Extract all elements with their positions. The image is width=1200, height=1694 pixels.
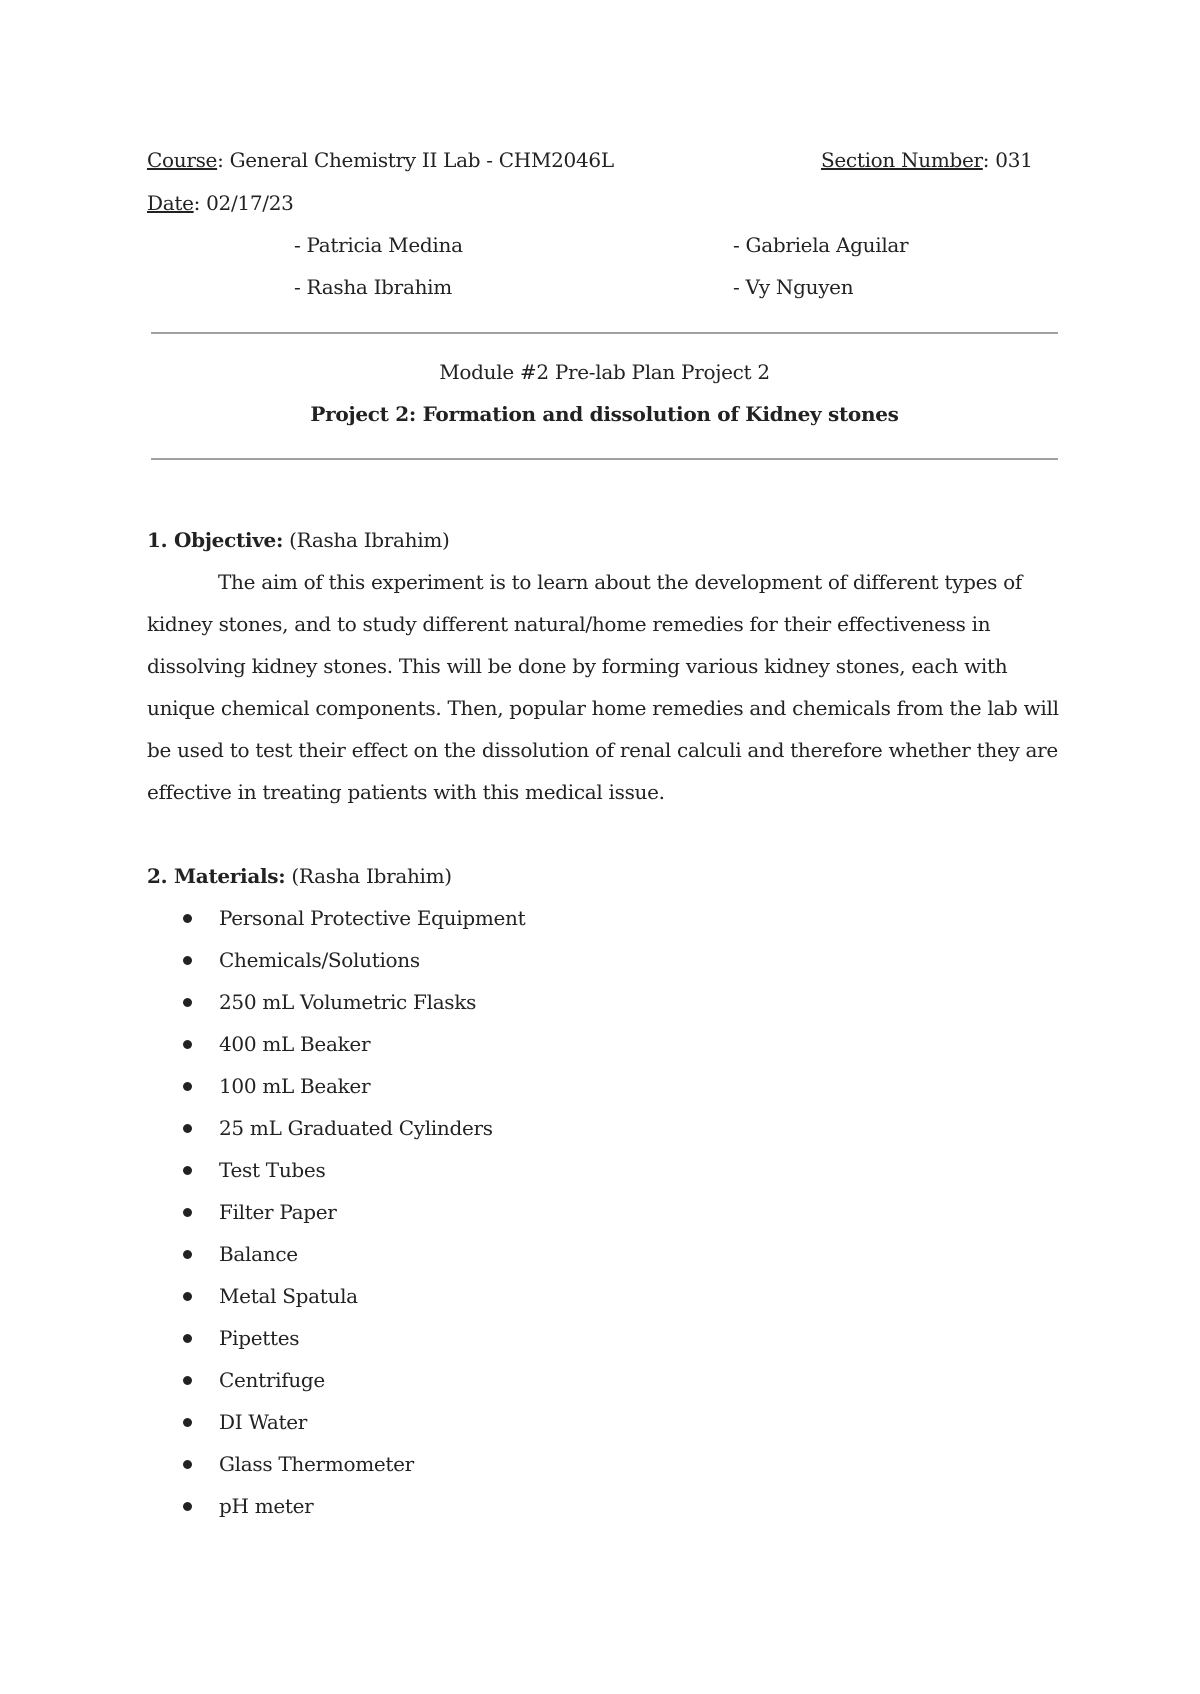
objective-paragraph-line: The aim of this experiment is to learn about the development of different types of [218,570,1022,594]
bullet-icon [183,1124,192,1133]
date-line [147,191,294,215]
bullet-icon [183,956,192,965]
bullet-icon [183,1082,192,1091]
bullet-icon [183,1334,192,1343]
date-label: Date [147,191,194,215]
course-line [147,148,614,172]
objective-paragraph-line: kidney stones, and to study different natural/home remedies for their effectiveness in [147,612,991,636]
member-name: - Gabriela Aguilar [733,233,909,257]
course-value: : General Chemistry II Lab - CHM2046L [217,148,614,172]
objective-heading: 1. Objective: [147,528,284,552]
objective-paragraph-line: be used to test their effect on the dissolution of renal calculi and therefore whether they are [147,738,1058,762]
course-label: Course [147,148,218,172]
module-title: Module #2 Pre-lab Plan Project 2 [439,360,770,384]
bottom-divider [151,458,1058,460]
top-divider [151,332,1058,334]
bullet-icon [183,998,192,1007]
objective-heading-line [147,528,450,552]
list-item-text: Glass Thermometer [219,1452,414,1476]
bullet-icon [183,1040,192,1049]
bullet-icon [183,1418,192,1427]
member-name: - Rasha Ibrahim [294,275,452,299]
materials-heading-line [147,864,452,888]
list-item-text: Test Tubes [219,1158,326,1182]
bullet-icon [183,1292,192,1301]
list-item-text: Balance [219,1242,298,1266]
section-line [821,148,1033,172]
materials-author: (Rasha Ibrahim) [285,864,452,888]
date-value: : 02/17/23 [193,191,294,215]
bullet-icon [183,1250,192,1259]
bullet-icon [183,1166,192,1175]
section-value: : 031 [982,148,1033,172]
bullet-icon [183,1376,192,1385]
materials-heading: 2. Materials: [147,864,286,888]
objective-paragraph-line: effective in treating patients with this medical issue. [147,780,665,804]
list-item-text: Chemicals/Solutions [219,948,420,972]
objective-paragraph-line: dissolving kidney stones. This will be done by forming various kidney stones, each with [147,654,1008,678]
bullet-icon [183,1460,192,1469]
list-item-text: pH meter [219,1494,314,1518]
list-item-text: 25 mL Graduated Cylinders [219,1116,493,1140]
objective-author: (Rasha Ibrahim) [283,528,450,552]
project-title: Project 2: Formation and dissolution of Kidney stones [310,402,899,426]
list-item-text: DI Water [219,1410,308,1434]
list-item-text: Metal Spatula [219,1284,358,1308]
bullet-icon [183,1208,192,1217]
list-item-text: Filter Paper [219,1200,337,1224]
bullet-icon [183,1502,192,1511]
member-name: - Patricia Medina [294,233,463,257]
list-item-text: 250 mL Volumetric Flasks [219,990,477,1014]
list-item-text: Centrifuge [219,1368,325,1392]
list-item-text: Pipettes [219,1326,300,1350]
list-item-text: Personal Protective Equipment [219,906,526,930]
bullet-icon [183,914,192,923]
member-name: - Vy Nguyen [733,275,854,299]
list-item-text: 400 mL Beaker [219,1032,371,1056]
section-label: Section Number [821,148,983,172]
objective-paragraph-line: unique chemical components. Then, popular home remedies and chemicals from the lab will [147,696,1059,720]
list-item-text: 100 mL Beaker [219,1074,371,1098]
